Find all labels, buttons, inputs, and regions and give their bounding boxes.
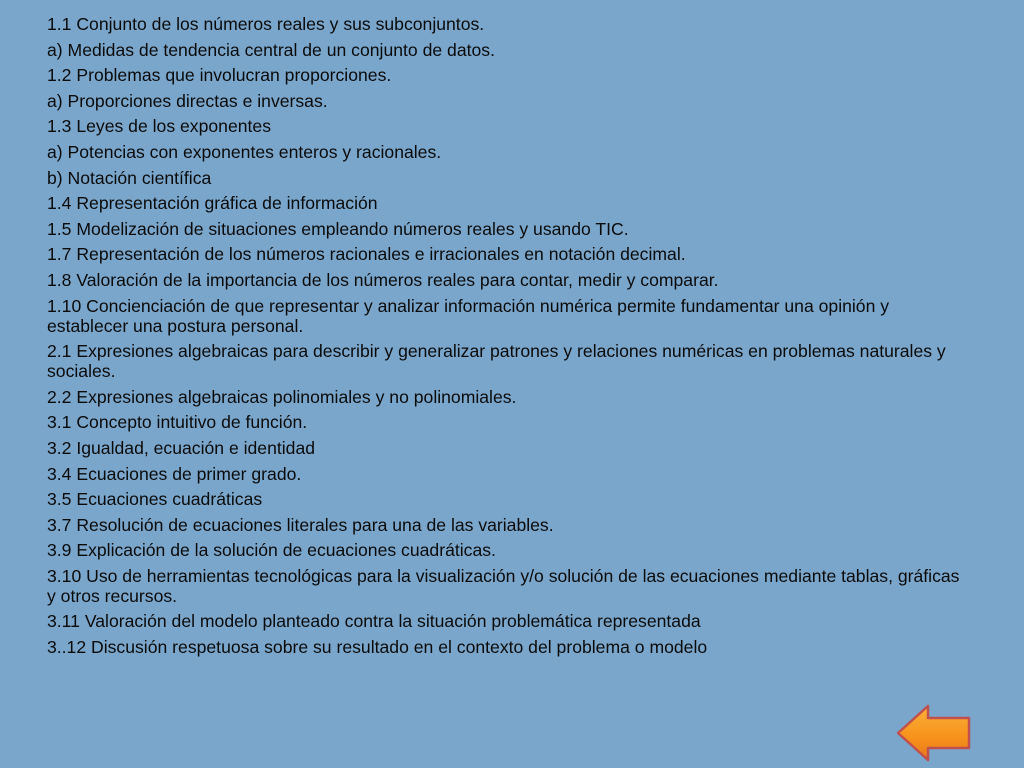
list-item: 3.10 Uso de herramientas tecnológicas para la visualización y/o solución de las ecuaciones mediante tablas, gráficas y otros recursos. [47, 565, 960, 606]
list-item: 3.5 Ecuaciones cuadráticas [47, 489, 263, 510]
list-item: 1.1 Conjunto de los números reales y sus subconjuntos. [47, 14, 485, 34]
list-item: 3.2 Igualdad, ecuación e identidad [47, 437, 316, 458]
list-item: 3..12 Discusión respetuosa sobre su resultado en el contexto del problema o modelo [47, 637, 708, 658]
list-item: 1.8 Valoración de la importancia de los números reales para contar, medir y comparar. [47, 269, 719, 290]
list-item: 1.2 Problemas que involucran proporciones. [47, 65, 392, 86]
list-item: 1.4 Representación gráfica de información [47, 193, 378, 214]
topic-list [47, 14, 967, 663]
list-item: 3.1 Concepto intuitivo de función. [47, 412, 308, 433]
list-item: 1.3 Leyes de los exponentes [47, 116, 271, 137]
list-item: 3.11 Valoración del modelo planteado contra la situación problemática representada [47, 611, 701, 632]
list-item: 1.10 Concienciación de que representar y analizar información numérica permite fundamentar una opinión y establecer una postura personal. [47, 295, 890, 336]
list-item: 3.4 Ecuaciones de primer grado. [47, 463, 302, 484]
list-item: a) Medidas de tendencia central de un conjunto de datos. [47, 39, 495, 60]
back-button[interactable] [895, 703, 973, 763]
list-item: a) Proporciones directas e inversas. [47, 90, 328, 111]
list-item: 2.2 Expresiones algebraicas polinomiales y no polinomiales. [47, 386, 517, 407]
list-item: b) Notación científica [47, 167, 212, 188]
list-item: 1.5 Modelización de situaciones empleando números reales y usando TIC. [47, 218, 629, 239]
list-item: 3.9 Explicación de la solución de ecuaciones cuadráticas. [47, 540, 496, 561]
list-item: 3.7 Resolución de ecuaciones literales para una de las variables. [47, 514, 554, 535]
list-item: 2.1 Expresiones algebraicas para describir y generalizar patrones y relaciones numéricas en problemas naturales y sociales. [47, 341, 946, 382]
list-item: a) Potencias con exponentes enteros y racionales. [47, 141, 442, 162]
list-item: 1.7 Representación de los números racionales e irracionales en notación decimal. [47, 244, 686, 265]
left-arrow-icon [895, 703, 973, 763]
